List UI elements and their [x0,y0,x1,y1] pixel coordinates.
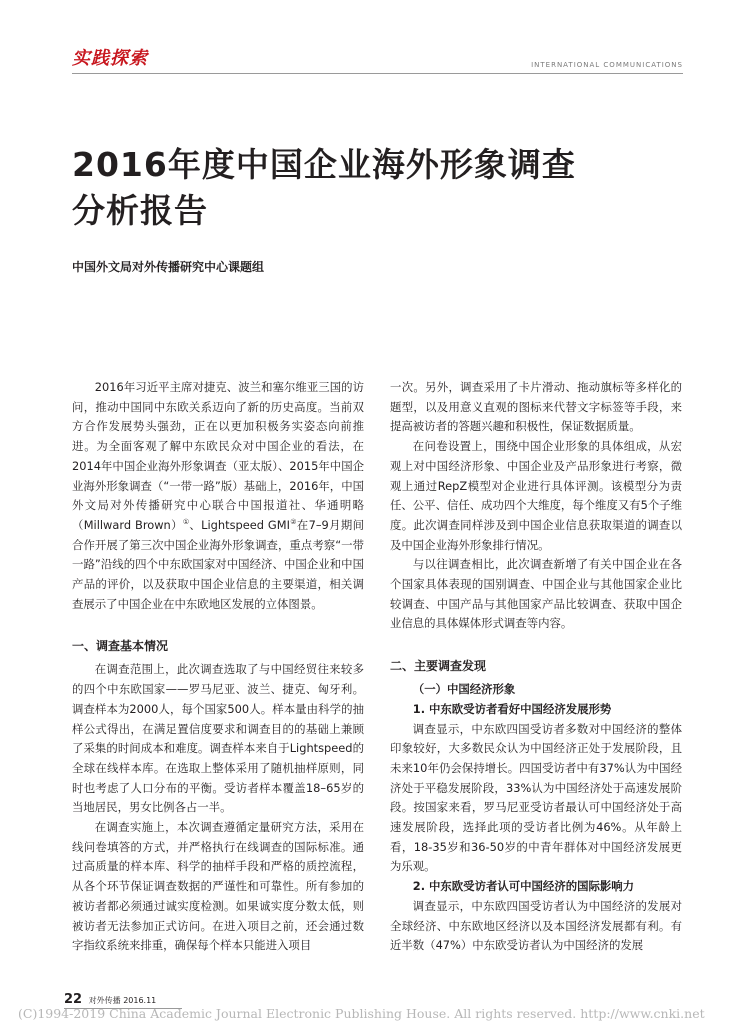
left-column [72,378,364,956]
journal-name-en: INTERNATIONAL COMMUNICATIONS [531,61,683,69]
section-heading-2: 二、主要调查发现 [390,659,487,674]
footnote-ref-2: ② [289,518,297,527]
paragraph: 在调查实施上，本次调查遵循定量研究方法，采用在线问卷填答的方式，并严格执行在线调查的国际标准。通过高质量的样本库、科学的抽样手段和严格的质控流程，从各个环节保证调查数据的严谨性和可靠性。所有参加的被访者都必须通过诚实度检测。如果诚实度分数太低，则被访者无法参加正式访问。在进入项目之前，还会通过数字指纹系统来排重，确保每个样本只能进入项目 [72,820,364,953]
paragraph: 在问卷设置上，围绕中国企业形象的具体组成，从宏观上对中国经济形象、中国企业及产品形象进行考察，微观上通过RepZ模型对企业进行具体评测。该模型分为责任、公平、信任、成功四个大维度，每个维度又有5个子维度。此次调查同样涉及到中国企业信息获取渠道的调查以及中国企业海外形象排行情况。 [390,439,683,552]
article-title [72,142,692,234]
subsection-heading: （一）中国经济形象 [412,682,516,697]
journal-name-cn: 对外传播 [88,996,121,1005]
title-line-1: 2016年度中国企业海外形象调查 [72,145,576,184]
right-column [390,378,682,956]
issue-number: 2016.11 [123,996,157,1005]
paragraph: 在调查范围上，此次调查选取了与中国经贸往来较多的四个中东欧国家——罗马尼亚、波兰、捷克、匈牙利。调查样本为2000人，每个国家500人。样本量由科学的抽样公式得出，在满足置信度要求和调查目的的基础上兼顾了采集的时间成本和难度。调查样本来自于Lightspeed的全球在线样本库。在选取上整体采用了随机抽样原则，同时也考虑了人口分布的平衡。受访者样本覆盖18–65岁的当地居民，男女比例各占一半。 [72,662,364,815]
section-tag: 实践探索 [72,48,148,69]
subsubsection-heading: 2. 中东欧受访者认可中国经济的国际影响力 [412,879,635,894]
paragraph: 调查显示，中东欧四国受访者认为中国经济的发展对全球经济、中东欧地区经济以及本国经济发展都有利。有近半数（47%）中东欧受访者认为中国经济的发展 [390,898,682,953]
subsubsection-heading: 1. 中东欧受访者看好中国经济发展形势 [412,701,612,716]
paragraph: 调查显示，中东欧四国受访者多数对中国经济的整体印象较好，大多数民众认为中国经济正处于发展阶段，且未来10年仍会保持增长。四国受访者中有37%认为中国经济处于平稳发展阶段，33%认为中国经济处于高速发展阶段。按国家来看，罗马尼亚受访者最认可中国经济处于高速发展阶段，选择此项的受访者比例为46%。从年龄上看，18-35岁和36-50岁的中青年群体对中国经济发展更为乐观。 [390,721,682,874]
copyright-watermark: (C)1994-2019 China Academic Journal Electronic Publishing House. All rights reserved. http://www.cnki.net [18,1006,705,1021]
paragraph: 与以往调查相比，此次调查新增了有关中国企业在各个国家具体表现的国别调查、中国企业与其他国家企业比较调查、中国产品与其他国家产品比较调查、获取中国企业信息的具体媒体形式调查等内容。 [390,557,682,631]
title-line-2: 分析报告 [72,191,208,230]
intro-paragraph: 2016年习近平主席对捷克、波兰和塞尔维亚三国的访问，推动中国同中东欧关系迈向了新的历史高度。当前双方合作发展势头强劲，正在以更加积极务实姿态向前推进。为全面客观了解中东欧民众对中国企业的看法，在2014年中国企业海外形象调查（亚太版）、2015年中国企业海外形象调查（“一带一路”版）基础上，2016年，中国外文局对外传播研究中心联合中国报道社、华通明略（Millward Brown）①、Lightspeed GMI②在7–9月期间合作开展了第三次中国企业海外形象调查，重点考察“一带一路”沿线的四个中东欧国家对中国经济、中国企业和中国产品的评价，以及获取中国企业信息的主要渠道，相关调查展示了中国企业在中东欧地区发展的立体图景。 [72,380,364,611]
paragraph: 一次。另外，调查采用了卡片滑动、拖动旗标等多样化的题型，以及用意义直观的图标来代替文字标签等手段，来提高被访者的答题兴趣和积极性，保证数据质量。 [390,380,682,434]
page-footer [64,992,156,1007]
footnote-ref-1: ① [182,518,190,527]
page-number: 22 [64,992,83,1007]
article-author: 中国外文局对外传播研究中心课题组 [72,260,265,274]
header-rule [72,73,683,74]
section-heading-1: 一、调查基本情况 [72,639,169,654]
